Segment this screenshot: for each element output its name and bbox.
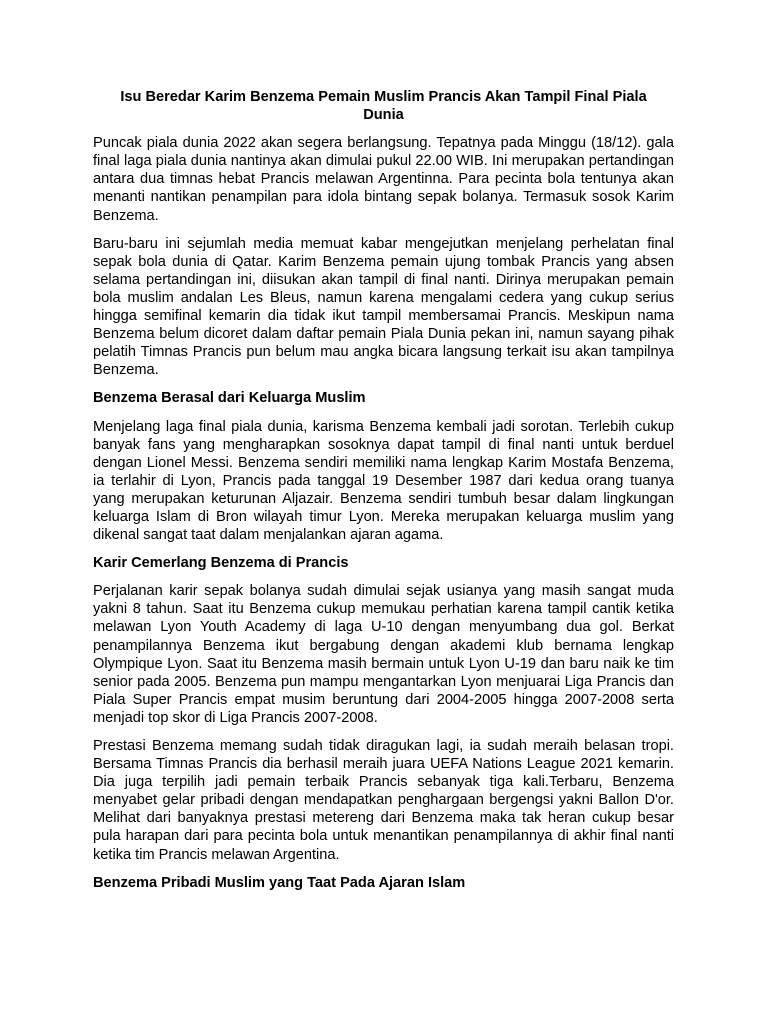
section-heading-family: Benzema Berasal dari Keluarga Muslim (93, 390, 366, 407)
section-heading-career: Karir Cemerlang Benzema di Prancis (93, 555, 349, 572)
paragraph-rumor: Baru-baru ini sejumlah media memuat kabar mengejutkan menjelang perhelatan final sepak bola dunia di Qatar. Karim Benzema pemain ujung tombak Prancis yang absen selama pertandingan ini, diisukan akan tampil di final nanti. Dirinya merupakan pemain bola muslim andalan Les Bleus, namun karena mengalami cedera yang cukup serius hingga semifinal kemarin dia tidak ikut tampil membersamai Prancis. Meskipun nama Benzema belum dicoret dalam daftar pemain Piala Dunia pekan ini, namun sayang pihak pelatih Timnas Prancis pun belum mau angka bicara langsung terkait isu akan tampilnya Benzema. (93, 235, 674, 379)
paragraph-family: Menjelang laga final piala dunia, karisma Benzema kembali jadi sorotan. Terlebih cukup banyak fans yang mengharapkan sosoknya dapat tampil di final nanti untuk berduel dengan Lionel Messi. Benzema sendiri memiliki nama lengkap Karim Mostafa Benzema, ia terlahir di Lyon, Prancis pada tanggal 19 Desember 1987 dari kedua orang tuanya yang merupakan keturunan Aljazair. Benzema sendiri tumbuh besar dalam lingkungan keluarga Islam di Bron wilayah timur Lyon. Mereka merupakan keluarga muslim yang dikenal sangat taat dalam menjalankan ajaran agama. (93, 418, 674, 544)
paragraph-intro: Puncak piala dunia 2022 akan segera berlangsung. Tepatnya pada Minggu (18/12). gala final laga piala dunia nantinya akan dimulai pukul 22.00 WIB. Ini merupakan pertandingan antara dua timnas hebat Prancis melawan Argentinna. Para pecinta bola tentunya akan menanti nantikan penampilan para idola bintang sepak bolanya. Termasuk sosok Karim Benzema. (93, 135, 674, 224)
paragraph-career: Perjalanan karir sepak bolanya sudah dimulai sejak usianya yang masih sangat muda yakni 8 tahun. Saat itu Benzema cukup memukau perhatian karena tampil cantik ketika melawan Lyon Youth Academy di laga U-10 dengan menyumbang dua gol. Berkat penampilannya Benzema ikut bergabung dengan akademi klub bernama lengkap Olympique Lyon. Saat itu Benzema masih bermain untuk Lyon U-19 dan baru naik ke tim senior pada 2005. Benzema pun mampu mengantarkan Lyon menjuarai Liga Prancis dan Piala Super Prancis empat musim beruntung dari 2004-2005 hingga 2007-2008 serta menjadi top skor di Liga Prancis 2007-2008. (93, 583, 674, 726)
article-title: Isu Beredar Karim Benzema Pemain Muslim Prancis Akan Tampil Final Piala Dunia (120, 89, 647, 124)
paragraph-achievements: Prestasi Benzema memang sudah tidak diragukan lagi, ia sudah meraih belasan tropi. Bersama Timnas Prancis dia berhasil meraih juara UEFA Nations League 2021 kemarin. Dia juga terpilih jadi pemain terbaik Prancis sebanyak tiga kali.Terbaru, Benzema menyabet gelar pribadi dengan mendapatkan penghargaan bergengsi yakni Ballon D'or. Melihat dari banyaknya prestasi metereng dari Benzema maka tak heran cukup besar pula harapan dari para pecinta bola untuk menantikan penampilannya di akhir final nanti ketika tim Prancis melawan Argentina. (93, 738, 674, 863)
section-heading-faith: Benzema Pribadi Muslim yang Taat Pada Ajaran Islam (93, 874, 466, 891)
document-page (93, 88, 674, 902)
